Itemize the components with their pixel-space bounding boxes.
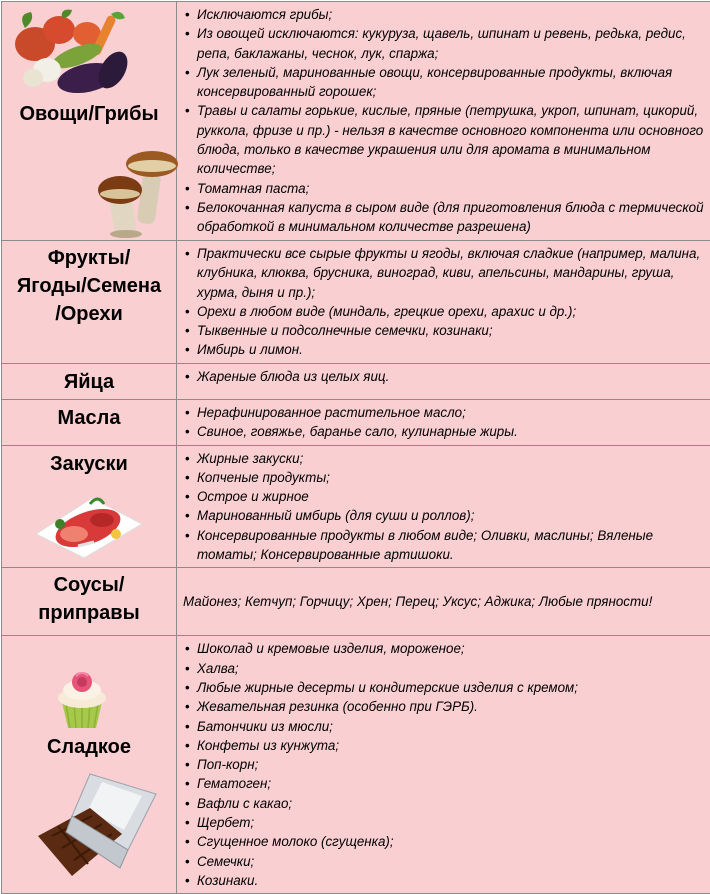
list-item: • Жевательная резинка (особенно при ГЭРБ). bbox=[197, 697, 705, 716]
category-cell bbox=[2, 400, 177, 446]
diet-table bbox=[1, 1, 710, 894]
category-title: Яйца bbox=[2, 364, 176, 396]
category-cell bbox=[2, 241, 177, 364]
list-item: • Жареные блюда из целых яиц. bbox=[197, 367, 705, 386]
table-row-vegetables bbox=[2, 2, 710, 241]
table-row-sauces bbox=[2, 568, 710, 636]
list-item: • Щербет; bbox=[197, 813, 705, 832]
cupcake-icon bbox=[52, 668, 112, 730]
mushrooms-icon bbox=[96, 146, 180, 240]
category-cell bbox=[2, 2, 177, 241]
category-title-line: /Орехи bbox=[2, 300, 176, 328]
list-item: • Конфеты из кунжута; bbox=[197, 736, 705, 755]
items-list bbox=[177, 2, 710, 240]
list-item: • Семечки; bbox=[197, 852, 705, 871]
list-item: • Поп-корн; bbox=[197, 755, 705, 774]
items-list bbox=[177, 364, 710, 389]
category-title: Сладкое bbox=[2, 733, 176, 761]
list-item: • Сгущенное молоко (сгущенка); bbox=[197, 832, 705, 851]
list-item: • Исключаются грибы; bbox=[197, 5, 705, 24]
list-item: • Маринованный имбирь (для суши и роллов); bbox=[197, 506, 705, 525]
category-title: Овощи/Грибы bbox=[2, 100, 176, 128]
items-list bbox=[177, 636, 710, 893]
list-item: • Лук зеленый, маринованные овощи, консервированные продукты, включая консервированный горошек; bbox=[197, 63, 705, 102]
table-row-oils bbox=[2, 400, 710, 446]
list-item: • Имбирь и лимон. bbox=[197, 340, 705, 359]
items-list bbox=[177, 400, 710, 445]
items-cell bbox=[177, 568, 710, 636]
table-row-sweets bbox=[2, 636, 710, 894]
list-item: • Жирные закуски; bbox=[197, 449, 705, 468]
category-title-line: Фрукты/ bbox=[2, 244, 176, 272]
list-item: • Копченые продукты; bbox=[197, 468, 705, 487]
category-cell bbox=[2, 636, 177, 894]
items-list bbox=[177, 241, 710, 363]
list-item: • Консервированные продукты в любом виде; Оливки, маслины; Вяленые томаты; Консервированные артишоки. bbox=[197, 526, 705, 565]
items-cell bbox=[177, 445, 710, 568]
table-row-fruits bbox=[2, 241, 710, 364]
items-cell bbox=[177, 636, 710, 894]
chocolate-bar-icon bbox=[32, 764, 162, 880]
items-list bbox=[177, 446, 710, 568]
category-title-line: приправы bbox=[2, 599, 176, 627]
items-cell bbox=[177, 2, 710, 241]
vegetables-icon bbox=[7, 6, 137, 101]
list-item: • Острое и жирное bbox=[197, 487, 705, 506]
list-item: • Белокочанная капуста в сыром виде (для приготовления блюда с термической обработкой в минимальном количестве разрешена) bbox=[197, 198, 705, 237]
table-row-snacks bbox=[2, 445, 710, 568]
list-item: • Халва; bbox=[197, 659, 705, 678]
category-cell bbox=[2, 568, 177, 636]
items-cell bbox=[177, 364, 710, 400]
category-title bbox=[2, 568, 176, 627]
list-item: • Гематоген; bbox=[197, 774, 705, 793]
list-item: • Свиное, говяжье, баранье сало, кулинарные жиры. bbox=[197, 422, 705, 441]
list-item: • Травы и салаты горькие, кислые, пряные (петрушка, укроп, шпинат, цикорий, руккола, фризе и пр.) - нельзя в качестве основного компонента или основного блюда, только в качестве украшения или для аромата в минимальном количестве; bbox=[197, 101, 705, 178]
list-item: • Нерафинированное растительное масло; bbox=[197, 403, 705, 422]
category-cell bbox=[2, 364, 177, 400]
snack-plate-icon bbox=[30, 484, 145, 562]
category-title-line: Соусы/ bbox=[2, 571, 176, 599]
category-title bbox=[2, 241, 176, 328]
list-item: • Тыквенные и подсолнечные семечки, козинаки; bbox=[197, 321, 705, 340]
list-item: • Томатная паста; bbox=[197, 179, 705, 198]
table-row-eggs bbox=[2, 364, 710, 400]
category-title: Масла bbox=[2, 400, 176, 432]
list-item: • Батончики из мюсли; bbox=[197, 717, 705, 736]
list-item: • Любые жирные десерты и кондитерские изделия с кремом; bbox=[197, 678, 705, 697]
list-item: • Из овощей исключаются: кукуруза, щавель, шпинат и ревень, редька, редис, репа, баклажаны, чеснок, лук, спаржа; bbox=[197, 24, 705, 63]
list-item: • Вафли с какао; bbox=[197, 794, 705, 813]
sauces-text: Майонез; Кетчуп; Горчицу; Хрен; Перец; Уксус; Аджика; Любые пряности! bbox=[177, 592, 710, 611]
list-item: • Шоколад и кремовые изделия, мороженое; bbox=[197, 639, 705, 658]
items-cell bbox=[177, 241, 710, 364]
list-item: • Орехи в любом виде (миндаль, грецкие орехи, арахис и др.); bbox=[197, 302, 705, 321]
category-title-line: Ягоды/Семена bbox=[2, 272, 176, 300]
category-cell bbox=[2, 445, 177, 568]
category-title: Закуски bbox=[2, 446, 176, 478]
items-cell bbox=[177, 400, 710, 446]
list-item: • Практически все сырые фрукты и ягоды, включая сладкие (например, малина, клубника, клюква, брусника, виноград, киви, апельсины, мандарины, груша, хурма, дыня и пр.); bbox=[197, 244, 705, 302]
list-item: • Козинаки. bbox=[197, 871, 705, 890]
